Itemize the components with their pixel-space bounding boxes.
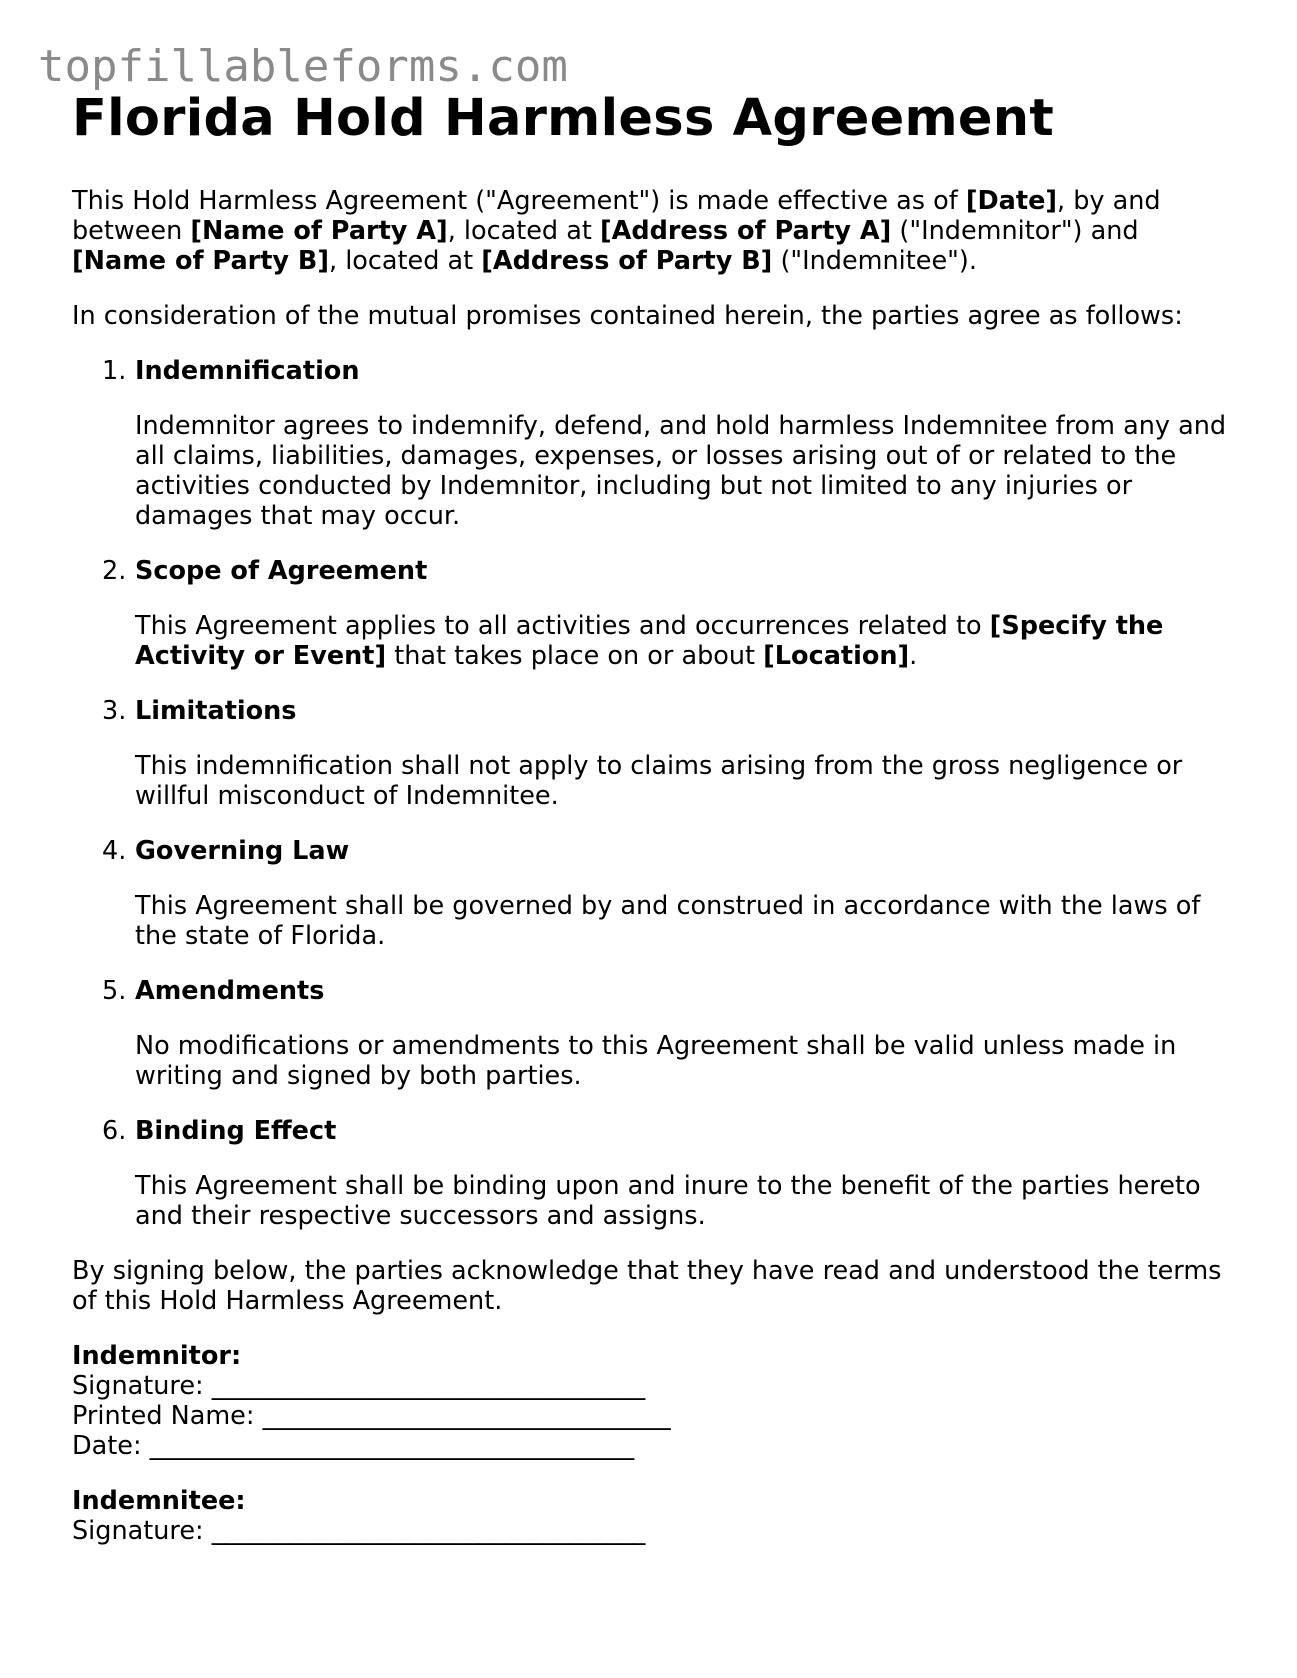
indemnitee-signature-line[interactable]: Signature: __________________________________ — [72, 1516, 646, 1546]
party-b-name-placeholder: [Name of Party B] — [72, 246, 330, 276]
section-binding-effect — [72, 1116, 1232, 1231]
section-body: This Agreement shall be binding upon and inure to the benefit of the parties hereto and their respective successors and assigns. — [135, 1171, 1201, 1231]
section-body: Indemnitor agrees to indemnify, defend, and hold harmless Indemnitee from any and all claims, liabilities, damages, expenses, or losses arising out of or related to the activities conducted by Indemnitor, including but not limited to any injuries or damages that may occur. — [135, 411, 1227, 531]
section-heading: Binding Effect — [135, 1116, 337, 1146]
section-number: 5. — [102, 976, 127, 1006]
indemnitor-signature-line[interactable]: Signature: __________________________________ — [72, 1371, 646, 1401]
section-heading: Indemnification — [135, 356, 360, 386]
location-placeholder: [Location] — [763, 641, 910, 671]
indemnitee-signature-block — [72, 1486, 1232, 1546]
document-title: Florida Hold Harmless Agreement — [72, 89, 1055, 148]
section-governing-law — [72, 836, 1232, 951]
indemnitor-date-line[interactable]: Date: ______________________________________ — [72, 1431, 635, 1461]
intro-text: This Hold Harmless Agreement ("Agreement") is made effective as of — [72, 186, 966, 216]
date-placeholder: [Date] — [965, 186, 1058, 216]
closing-paragraph: By signing below, the parties acknowledge that they have read and understood the terms of this Hold Harmless Agreement. — [72, 1256, 1222, 1316]
intro-text: , located at — [447, 216, 600, 246]
document — [72, 88, 1232, 1571]
watermark: topfillableforms.com — [38, 41, 568, 92]
activity-placeholder: [Specify the Activity or Event] — [135, 611, 1164, 671]
sections-list — [72, 356, 1232, 1231]
section-heading: Amendments — [135, 976, 325, 1006]
section-number: 3. — [102, 696, 127, 726]
section-body — [135, 611, 1232, 671]
intro-paragraph — [72, 186, 1232, 276]
section-heading: Limitations — [135, 696, 297, 726]
section-number: 4. — [102, 836, 127, 866]
indemnitor-heading: Indemnitor: — [72, 1341, 242, 1371]
section-scope — [72, 556, 1232, 671]
party-a-name-placeholder: [Name of Party A] — [190, 216, 448, 246]
indemnitee-heading: Indemnitee: — [72, 1486, 246, 1516]
section-number: 2. — [102, 556, 127, 586]
consideration-paragraph: In consideration of the mutual promises contained herein, the parties agree as follows: — [72, 301, 1183, 331]
intro-text: ("Indemnitee"). — [772, 246, 977, 276]
section-body: This indemnification shall not apply to claims arising from the gross negligence or willful misconduct of Indemnitee. — [135, 751, 1183, 811]
section-number: 6. — [102, 1116, 127, 1146]
intro-text: , by and between — [72, 186, 1161, 246]
section-amendments — [72, 976, 1232, 1091]
section-limitations — [72, 696, 1232, 811]
section-body: No modifications or amendments to this Agreement shall be valid unless made in writing and signed by both parties. — [135, 1031, 1177, 1091]
indemnitor-printed-name-line[interactable]: Printed Name: ________________________________ — [72, 1401, 671, 1431]
intro-text: , located at — [329, 246, 482, 276]
indemnitor-signature-block — [72, 1341, 1232, 1461]
section-indemnification — [72, 356, 1232, 531]
section-body-text: This Agreement applies to all activities and occurrences related to — [135, 611, 990, 641]
section-body-text: that takes place on or about — [386, 641, 764, 671]
section-number: 1. — [102, 356, 127, 386]
section-body-text: . — [909, 641, 918, 671]
intro-text: ("Indemnitor") and — [891, 216, 1139, 246]
section-heading: Governing Law — [135, 836, 350, 866]
party-b-address-placeholder: [Address of Party B] — [481, 246, 773, 276]
party-a-address-placeholder: [Address of Party A] — [599, 216, 892, 246]
section-body: This Agreement shall be governed by and construed in accordance with the laws of the state of Florida. — [135, 891, 1201, 951]
section-heading: Scope of Agreement — [135, 556, 428, 586]
